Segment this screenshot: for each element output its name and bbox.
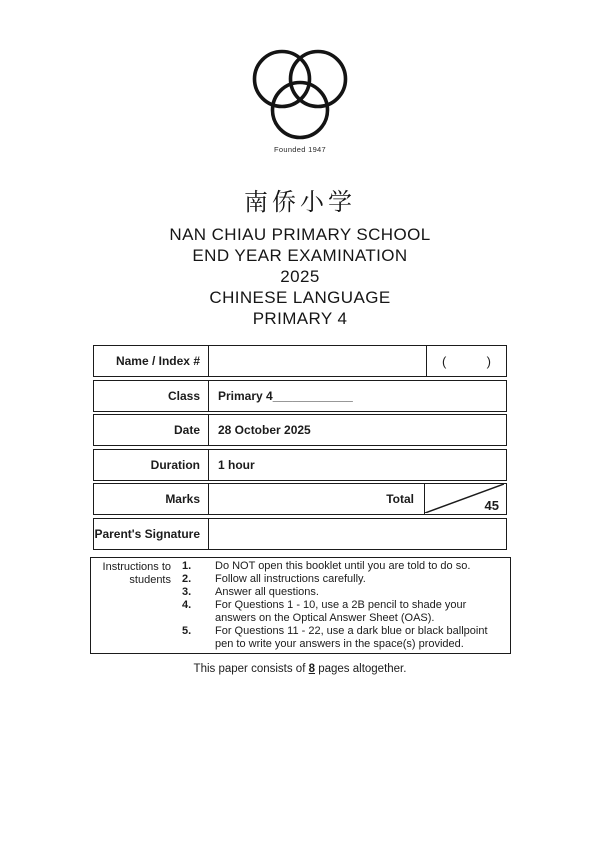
page-count-note — [0, 663, 600, 675]
exam-subject: CHINESE LANGUAGE — [209, 288, 391, 307]
table-row-marks — [93, 483, 507, 515]
instruction-number: 5. — [182, 625, 192, 637]
instruction-number: 2. — [182, 573, 192, 585]
instruction-item — [182, 573, 506, 586]
index-paren-cell — [426, 346, 506, 376]
three-circles-logo-icon — [0, 48, 600, 143]
instruction-item — [182, 599, 506, 625]
instructions-heading-line2: students — [129, 574, 171, 586]
page-count-value: 8 — [308, 663, 316, 675]
founded-label: Founded 1947 — [274, 145, 326, 154]
row-label-class: Class — [94, 381, 209, 411]
instruction-text: Follow all instructions carefully. — [215, 573, 366, 585]
info-table — [93, 345, 507, 552]
instructions-box — [90, 557, 511, 654]
row-value-name — [209, 346, 426, 376]
school-name-english: NAN CHIAU PRIMARY SCHOOL — [169, 225, 431, 244]
table-row-class — [93, 380, 507, 412]
page-count-text-after: pages altogether. — [315, 663, 407, 675]
instruction-item — [182, 586, 506, 599]
school-name-chinese: 南侨小学 — [244, 188, 356, 216]
total-label: Total — [386, 492, 414, 506]
row-label-date: Date — [94, 415, 209, 445]
table-row-name — [93, 345, 507, 377]
row-value-marks — [209, 484, 424, 514]
table-row-signature — [93, 518, 507, 550]
instruction-text: For Questions 11 - 22, use a dark blue or black ballpoint pen to write your answers in the space(s) provided. — [215, 625, 488, 650]
table-row-date — [93, 414, 507, 446]
exam-level: PRIMARY 4 — [252, 309, 348, 328]
instruction-text: For Questions 1 - 10, use a 2B pencil to shade your answers on the Optical Answer Sheet (OAS). — [215, 599, 467, 624]
page-count-text-before: This paper consists of — [193, 663, 309, 675]
instruction-item — [182, 560, 506, 573]
row-label-name: Name / Index # — [94, 346, 209, 376]
instruction-number: 3. — [182, 586, 192, 598]
instruction-number: 4. — [182, 599, 192, 611]
row-label-signature: Parent's Signature — [94, 519, 209, 549]
total-score-box — [424, 484, 506, 514]
instructions-heading-line1: Instructions to — [102, 561, 171, 573]
instruction-number: 1. — [182, 560, 192, 572]
row-value-class: Primary 4____________ — [218, 388, 353, 403]
row-label-marks: Marks — [94, 484, 209, 514]
school-logo — [0, 48, 600, 154]
instruction-text: Do NOT open this booklet until you are told to do so. — [215, 560, 471, 572]
table-row-duration — [93, 449, 507, 481]
instructions-list — [171, 560, 506, 651]
exam-year: 2025 — [280, 267, 320, 286]
instruction-item — [182, 625, 506, 651]
exam-header — [0, 182, 600, 329]
row-value-date: 28 October 2025 — [218, 423, 311, 437]
paren-close: ) — [486, 353, 491, 369]
instructions-heading — [95, 560, 171, 651]
paren-open: ( — [442, 353, 447, 369]
row-label-duration: Duration — [94, 450, 209, 480]
instruction-text: Answer all questions. — [215, 586, 319, 598]
exam-title: END YEAR EXAMINATION — [192, 246, 408, 265]
row-value-duration: 1 hour — [218, 457, 255, 472]
row-value-signature — [209, 519, 506, 549]
total-marks-value: 45 — [484, 498, 499, 513]
